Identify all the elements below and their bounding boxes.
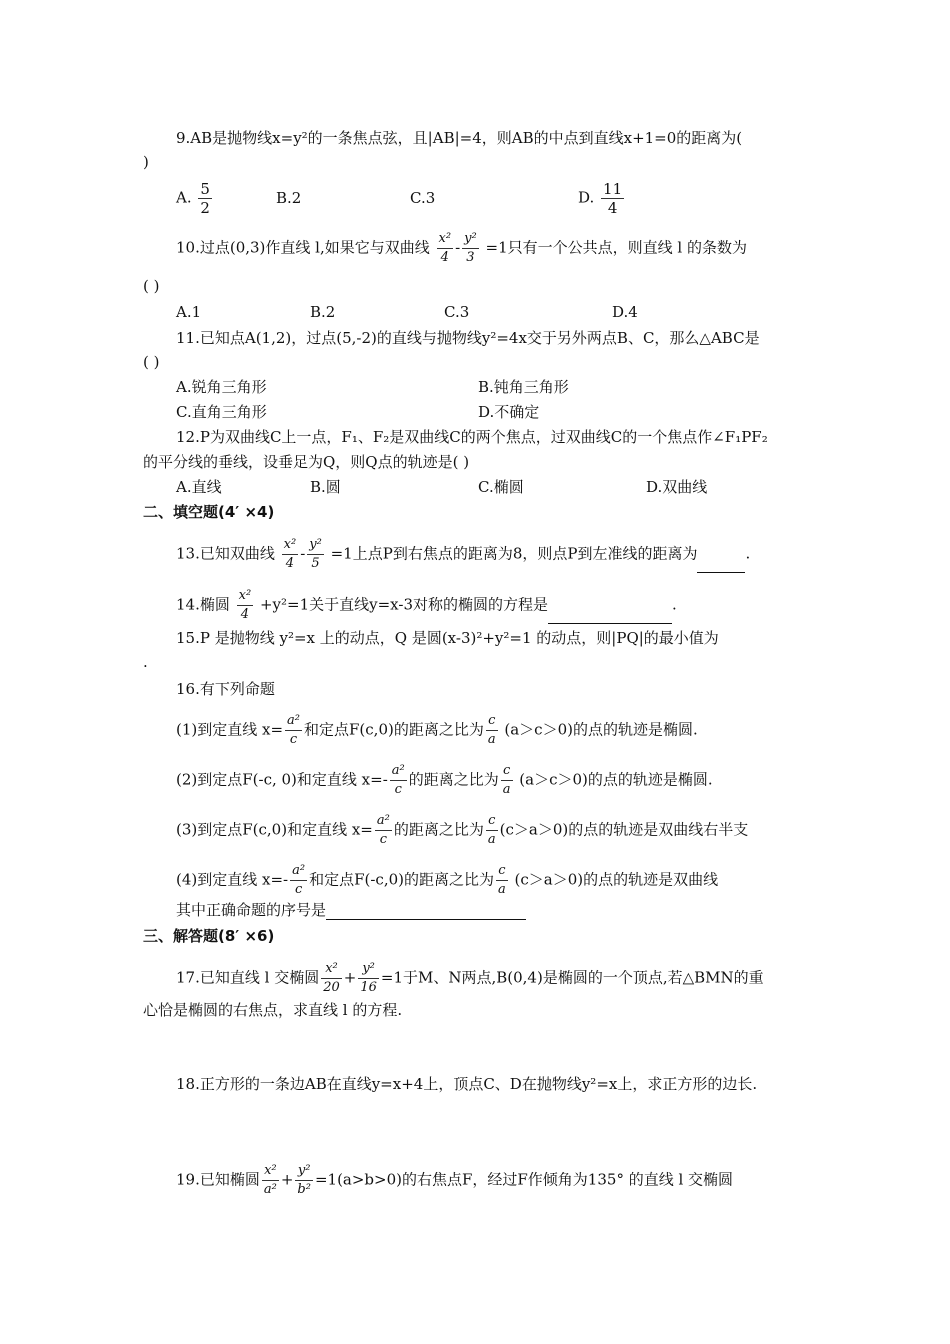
q10-option-b: B.2 bbox=[310, 303, 336, 321]
q16-answer: 其中正确命题的序号是 bbox=[176, 900, 526, 920]
q18-stem: 18.正方形的一条边AB在直线y=x+4上，顶点C、D在抛物线y²=x上，求正方形的边长. bbox=[176, 1075, 758, 1093]
fraction: $\frac{\text{y²}}{5}$ bbox=[309, 537, 322, 571]
answer-blank[interactable] bbox=[548, 607, 672, 624]
q12-option-c: C.椭圆 bbox=[478, 478, 524, 496]
q16-proposition-2: (2)到定点F(-c, 0)和定直线 x=- $\frac{\text{a²}}{c}$ 的距离之比为 $\frac{c}{a}$ (a＞c＞0)的点的轨迹是椭圆. bbox=[176, 763, 713, 797]
q9-close-paren: ) bbox=[143, 153, 149, 171]
q11-stem: 11.已知点A(1,2)，过点(5,-2)的直线与抛物线y²=4x交于另外两点B、C，那么△ABC是 bbox=[176, 329, 760, 347]
q16-proposition-3: (3)到定点F(c,0)和定直线 x= $\frac{\text{a²}}{c}$ 的距离之比为 $\frac{c}{a}$ (c＞a＞0)的点的轨迹是双曲线右半支 bbox=[176, 813, 749, 847]
fraction: $\frac{\text{a²}}{c}$ bbox=[292, 863, 306, 897]
answer-blank[interactable] bbox=[697, 556, 745, 573]
q11-option-a: A.锐角三角形 bbox=[176, 378, 267, 396]
fraction: $\frac{\text{x²}}{4}$ bbox=[238, 588, 252, 622]
q11-option-c: C.直角三角形 bbox=[176, 403, 267, 421]
q17-stem-line2: 心恰是椭圆的右焦点，求直线 l 的方程. bbox=[143, 1001, 403, 1019]
q14-stem: 14.椭圆 $\frac{\text{x²}}{4}$ +y²=1关于直线y=x-3对称的椭圆的方程是 . bbox=[176, 588, 677, 622]
q11-option-d: D.不确定 bbox=[478, 403, 540, 421]
q10-option-a: A.1 bbox=[176, 303, 202, 321]
fraction: $\frac{\text{a²}}{c}$ bbox=[376, 813, 390, 847]
q12-option-d: D.双曲线 bbox=[646, 478, 708, 496]
fraction: $\frac{\text{x²}}{20}$ bbox=[323, 961, 340, 995]
section-heading-fill-in: 二、填空题(4′ ×4) bbox=[143, 503, 275, 521]
fraction: $\frac{\text{y²}}{16}$ bbox=[360, 961, 377, 995]
q13-stem: 13.已知双曲线 $\frac{\text{x²}}{4}$ - $\frac{\text{y²}}{5}$ =1上点P到右焦点的距离为8，则点P到左准线的距离为 . bbox=[176, 537, 751, 571]
answer-blank[interactable] bbox=[326, 903, 526, 920]
q9-option-b: B.2 bbox=[276, 189, 302, 207]
fraction: $\frac{\text{x²}}{4}$ bbox=[438, 231, 452, 265]
q10-paren: ( ) bbox=[143, 277, 160, 295]
q10-option-c: C.3 bbox=[444, 303, 470, 321]
q9-option-a: A. $\frac{5}{2}$ bbox=[176, 180, 210, 217]
q12-stem-line2: 的平分线的垂线，设垂足为Q，则Q点的轨迹是( ) bbox=[143, 453, 470, 471]
q9-option-d: D. $\frac{11}{4}$ bbox=[578, 180, 623, 217]
fraction: $\frac{\text{y²}}{\text{b²}}$ bbox=[297, 1163, 311, 1197]
fraction: $\frac{5}{2}$ bbox=[200, 180, 210, 217]
fraction: $\frac{\text{x²}}{4}$ bbox=[283, 537, 297, 571]
q16-intro: 16.有下列命题 bbox=[176, 680, 275, 698]
fraction: $\frac{\text{a²}}{c}$ bbox=[287, 713, 301, 747]
q9-stem: 9.AB是抛物线x=y²的一条焦点弦，且|AB|=4，则AB的中点到直线x+1=0的距离为( bbox=[176, 129, 743, 147]
q12-stem-line1: 12.P为双曲线C上一点，F₁、F₂是双曲线C的两个焦点，过双曲线C的一个焦点作∠F₁PF₂ bbox=[176, 428, 768, 446]
q16-proposition-1: (1)到定直线 x= $\frac{\text{a²}}{c}$ 和定点F(c,0)的距离之比为 $\frac{c}{a}$ (a＞c＞0)的点的轨迹是椭圆. bbox=[176, 713, 698, 747]
fraction: $\frac{c}{a}$ bbox=[498, 863, 506, 897]
q11-paren: ( ) bbox=[143, 353, 160, 371]
fraction: $\frac{c}{a}$ bbox=[487, 813, 496, 847]
q12-option-b: B.圆 bbox=[310, 478, 341, 496]
q16-proposition-4: (4)到定直线 x=- $\frac{\text{a²}}{c}$ 和定点F(-c,0)的距离之比为 $\frac{c}{a}$ (c＞a＞0)的点的轨迹是双曲线 bbox=[176, 863, 719, 897]
fraction: $\frac{\text{x²}}{\text{a²}}$ bbox=[263, 1163, 277, 1197]
fraction: $\frac{\text{a²}}{c}$ bbox=[391, 763, 405, 797]
fraction: $\frac{c}{a}$ bbox=[502, 763, 511, 797]
fraction: $\frac{c}{a}$ bbox=[487, 713, 496, 747]
q12-option-a: A.直线 bbox=[176, 478, 222, 496]
q11-option-b: B.钝角三角形 bbox=[478, 378, 569, 396]
q10-option-d: D.4 bbox=[612, 303, 638, 321]
q19-stem: 19.已知椭圆 $\frac{\text{x²}}{\text{a²}}$ + $\frac{\text{y²}}{\text{b²}}$ =1(a>b>0)的右焦点F，经过F作倾角为135° 的直线 l 交椭圆 bbox=[176, 1163, 734, 1197]
q10-stem: 10.过点(0,3)作直线 l,如果它与双曲线 $\frac{\text{x²}}{4}$ - $\frac{\text{y²}}{3}$ =1只有一个公共点，则直线 l 的条数为 bbox=[176, 231, 747, 265]
fraction: $\frac{\text{y²}}{3}$ bbox=[464, 231, 477, 265]
q17-stem: 17.已知直线 l 交椭圆 $\frac{\text{x²}}{20}$ + $\frac{\text{y²}}{16}$ =1于M、N两点,B(0,4)是椭圆的一个顶点,若△BMN的重 bbox=[176, 961, 764, 995]
section-heading-solutions: 三、解答题(8′ ×6) bbox=[143, 927, 275, 945]
fraction: $\frac{11}{4}$ bbox=[603, 180, 623, 217]
q15-stem-line1: 15.P 是抛物线 y²=x 上的动点，Q 是圆(x-3)²+y²=1 的动点，则|PQ|的最小值为 bbox=[176, 629, 719, 647]
q9-option-c: C.3 bbox=[410, 189, 436, 207]
q15-stem-line2: . bbox=[143, 653, 148, 671]
